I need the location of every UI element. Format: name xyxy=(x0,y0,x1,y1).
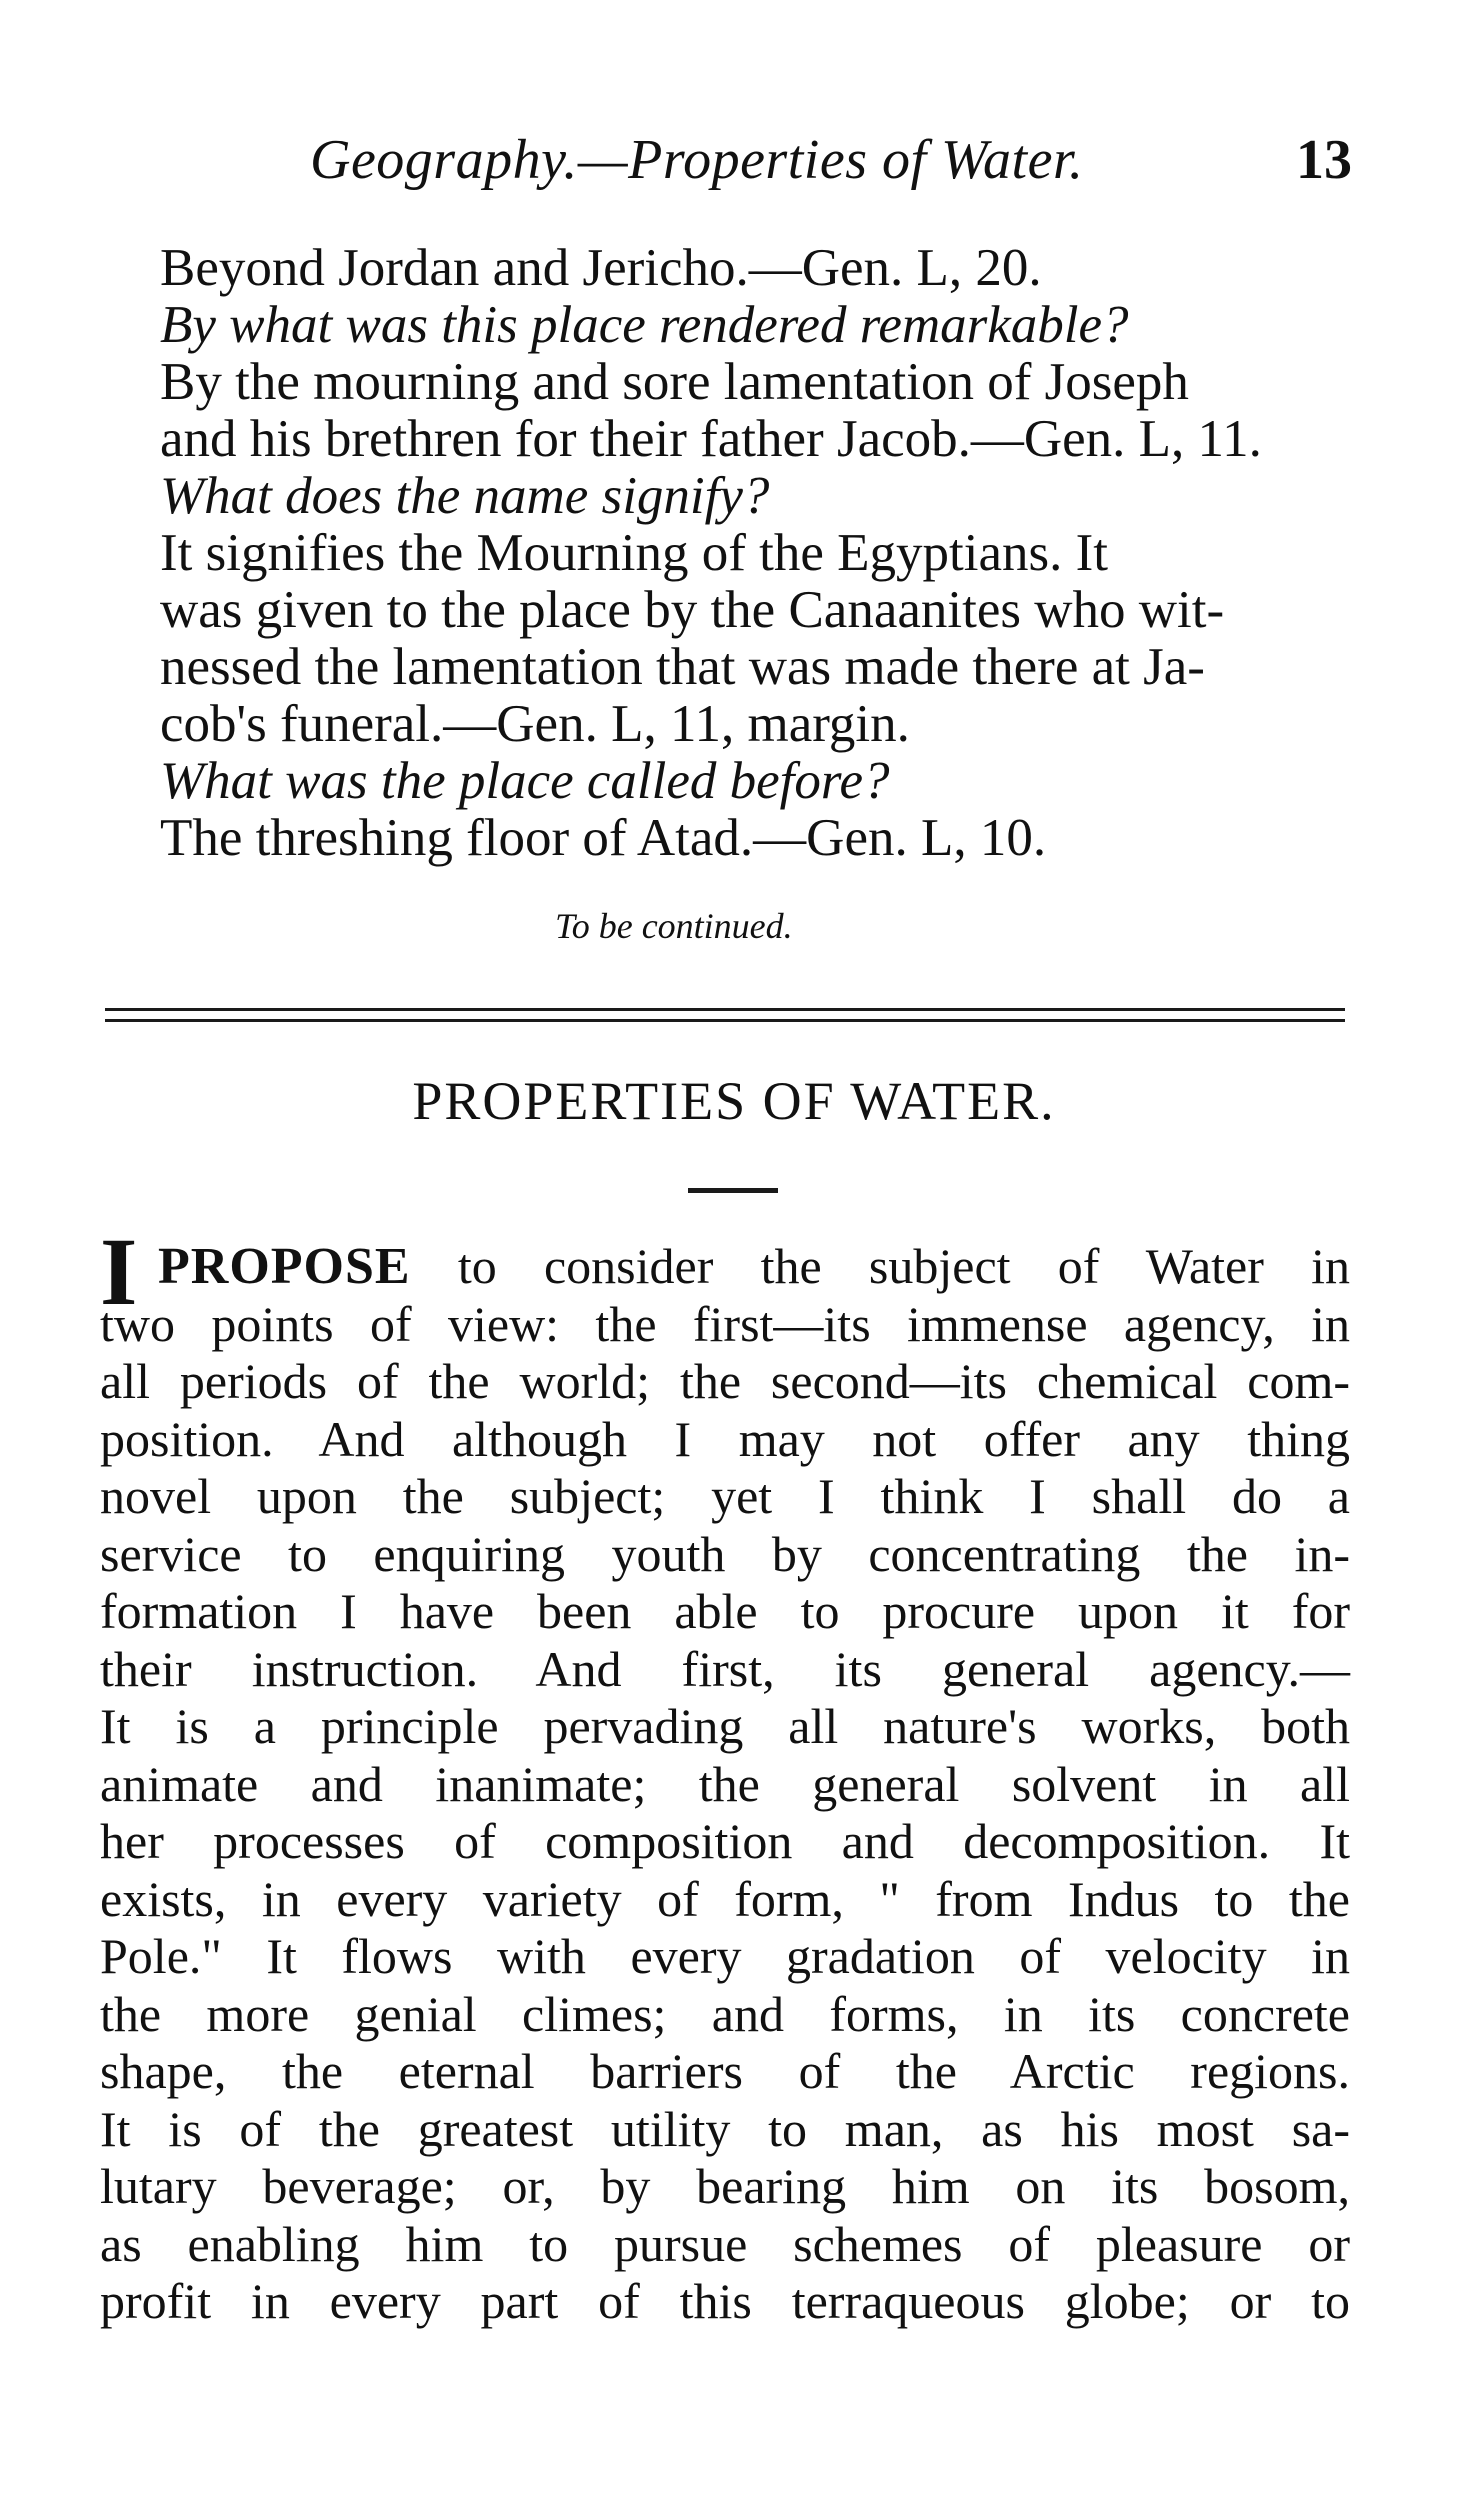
article-line: service to enquiring youth by concentrating the in- xyxy=(100,1525,1350,1582)
article-line: profit in every part of this terraqueous globe; or to xyxy=(100,2273,1350,2329)
article-line: lutary beverage; or, by bearing him on its bosom, xyxy=(100,2158,1350,2214)
qa-line: nessed the lamentation that was made there at Ja- xyxy=(160,638,1205,696)
qa-line: By the mourning and sore lamentation of Joseph xyxy=(160,353,1189,411)
article-line: formation I have been able to procure upon it for xyxy=(100,1583,1350,1639)
qa-question: What was the place called before? xyxy=(160,752,890,810)
article-heading: PROPERTIES OF WATER. xyxy=(412,1071,1056,1131)
article-line: It is of the greatest utility to man, as his most sa- xyxy=(100,2100,1350,2157)
qa-line: The threshing floor of Atad.—Gen. L, 10. xyxy=(160,809,1047,867)
article-line: all periods of the world; the second—its chemical com- xyxy=(100,1353,1350,1409)
qa-question: By what was this place rendered remarkable? xyxy=(160,296,1129,354)
article-line: their instruction. And first, its general agency.— xyxy=(100,1640,1350,1697)
running-title: Geography.—Properties of Water. xyxy=(310,129,1084,191)
article-line: animate and inanimate; the general solvent in all xyxy=(100,1755,1350,1812)
article-line: novel upon the subject; yet I think I shall do a xyxy=(100,1468,1350,1524)
first-line-text: to consider the subject of Water in xyxy=(457,1238,1351,1294)
qa-line: It signifies the Mourning of the Egyptians. It xyxy=(160,524,1108,582)
running-head xyxy=(310,128,1360,208)
qa-line: and his brethren for their father Jacob.—Gen. L, 11. xyxy=(160,410,1262,468)
qa-line: cob's funeral.—Gen. L, 11, margin. xyxy=(160,695,910,753)
article-line: her processes of composition and decomposition. It xyxy=(100,1813,1350,1869)
section-divider xyxy=(105,1008,1345,1024)
article-line: the more genial climes; and forms, in its concrete xyxy=(100,1985,1350,2042)
heading-rule xyxy=(688,1188,778,1193)
article-line: position. And although I may not offer any thing xyxy=(100,1410,1350,1467)
article-line: exists, in every variety of form, " from Indus to the xyxy=(100,1870,1350,1927)
lead-word: PROPOSE xyxy=(158,1238,411,1295)
article-body xyxy=(100,1218,1351,2331)
drop-cap: I xyxy=(100,1218,138,1325)
article-line: It is a principle pervading all nature's works, both xyxy=(100,1698,1350,1754)
article-line: Pole." It flows with every gradation of velocity in xyxy=(100,1928,1350,1984)
qa-line: was given to the place by the Canaanites who wit- xyxy=(160,581,1225,639)
article-line: as enabling him to pursue schemes of pleasure or xyxy=(100,2215,1350,2272)
page-number: 13 xyxy=(1296,129,1352,191)
geography-qa-section xyxy=(160,240,1360,867)
qa-question: What does the name signify? xyxy=(160,467,770,525)
article-line: two points of view: the first—its immense agency, in xyxy=(100,1295,1350,1352)
continued-note: To be continued. xyxy=(555,906,793,946)
article-line: shape, the eternal barriers of the Arctic regions. xyxy=(100,2043,1350,2099)
qa-line: Beyond Jordan and Jericho.—Gen. L, 20. xyxy=(160,239,1042,297)
